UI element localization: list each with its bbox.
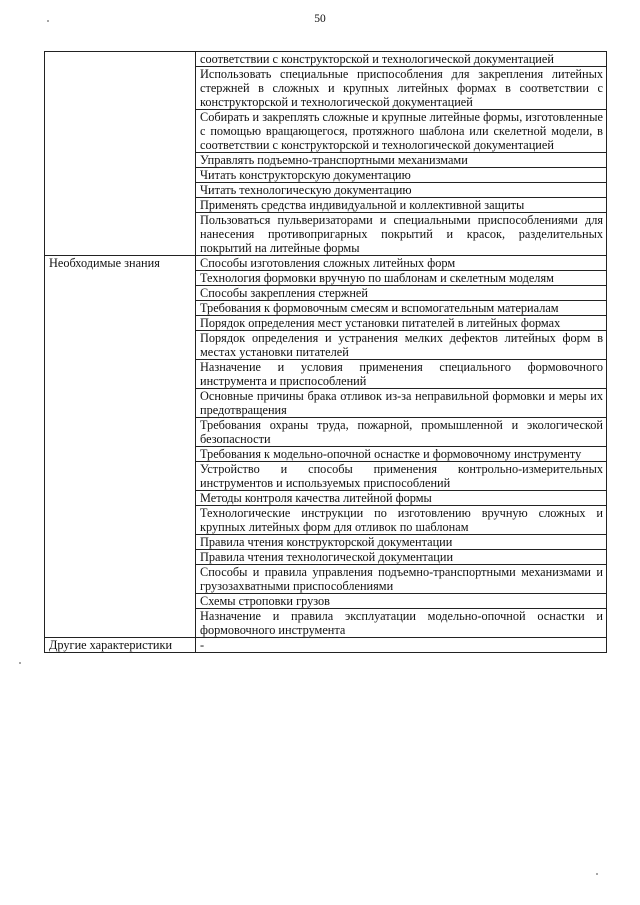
scan-speck [596,873,598,875]
item-text: Правила чтения технологической документации [200,550,454,564]
item-cell [196,213,607,256]
item-text: Технология формовки вручную по шаблонам и скелетным моделям [200,271,554,285]
item-cell [196,153,607,168]
item-text: Правила чтения конструкторской документации [200,535,453,549]
item-cell [196,447,607,462]
item-cell [196,535,607,550]
item-text: Порядок определения мест установки питателей в литейных формах [200,316,561,330]
item-text: - [200,638,205,652]
item-cell [196,331,607,360]
item-text: Управлять подъемно-транспортными механизмами [200,153,468,167]
item-cell [196,52,607,67]
item-text: Читать технологическую документацию [200,183,412,197]
item-cell [196,256,607,271]
item-text: Схемы строповки грузов [200,594,330,608]
item-text: Устройство и способы применения контрольно-измерительных инструментов и используемых приспособлений [200,462,603,490]
item-text: Порядок определения и устранения мелких дефектов литейных форм в местах установки питателей [200,331,603,359]
item-text: Методы контроля качества литейной формы [200,491,432,505]
requirements-table [44,51,607,653]
item-text: соответствии с конструкторской и технологической документацией [200,52,554,66]
row-label-cell [45,638,196,653]
row-label: Другие характеристики [49,638,173,652]
skills-row [45,52,607,67]
item-text: Пользоваться пульверизаторами и специальными приспособлениями для нанесения противопригарных покрытий и красок, разделительных покрытий на литейные формы [200,213,603,255]
item-text: Требования к формовочным смесям и вспомогательным материалам [200,301,559,315]
item-text: Способы изготовления сложных литейных форм [200,256,456,270]
item-text: Требования к модельно-опочной оснастке и формовочному инструменту [200,447,582,461]
other-characteristics-row [45,638,607,653]
requirements-table-body [45,52,607,653]
item-cell [196,506,607,535]
scan-speck [47,20,49,22]
scan-speck [19,662,21,664]
item-cell [196,271,607,286]
row-label-cell [45,52,196,256]
page-number: 50 [314,13,326,25]
item-cell [196,286,607,301]
item-text: Назначение и правила эксплуатации модельно-опочной оснастки и формовочного инструмента [200,609,603,637]
item-text: Технологические инструкции по изготовлению вручную сложных и крупных литейных форм для отливок по шаблонам [200,506,603,534]
item-text: Назначение и условия применения специального формовочного инструмента и приспособлений [200,360,603,388]
item-cell [196,609,607,638]
item-text: Способы закрепления стержней [200,286,368,300]
item-cell [196,418,607,447]
item-cell [196,594,607,609]
item-text: Применять средства индивидуальной и коллективной защиты [200,198,525,212]
item-text: Использовать специальные приспособления для закрепления литейных стержней в сложных и крупных литейных формах в соответствии с конструкторской и технологической документацией [200,67,603,109]
item-cell [196,198,607,213]
row-label-cell [45,256,196,638]
item-cell [196,638,607,653]
item-cell [196,168,607,183]
item-text: Способы и правила управления подъемно-транспортными механизмами и грузозахватными приспособлениями [200,565,603,593]
item-text: Собирать и закреплять сложные и крупные литейные формы, изготовленные с помощью вращающегося, протяжного шаблона или скелетной модели, в соответствии с конструкторской и технологической документацией [200,110,603,152]
knowledge-row [45,256,607,271]
item-cell [196,316,607,331]
item-cell [196,67,607,110]
item-cell [196,565,607,594]
row-label: Необходимые знания [49,256,160,270]
item-cell [196,462,607,491]
item-cell [196,301,607,316]
item-cell [196,110,607,153]
item-text: Читать конструкторскую документацию [200,168,411,182]
item-cell [196,491,607,506]
item-text: Основные причины брака отливок из-за неправильной формовки и меры их предотвращения [200,389,603,417]
item-cell [196,389,607,418]
item-cell [196,183,607,198]
item-text: Требования охраны труда, пожарной, промышленной и экологической безопасности [200,418,603,446]
item-cell [196,360,607,389]
item-cell [196,550,607,565]
